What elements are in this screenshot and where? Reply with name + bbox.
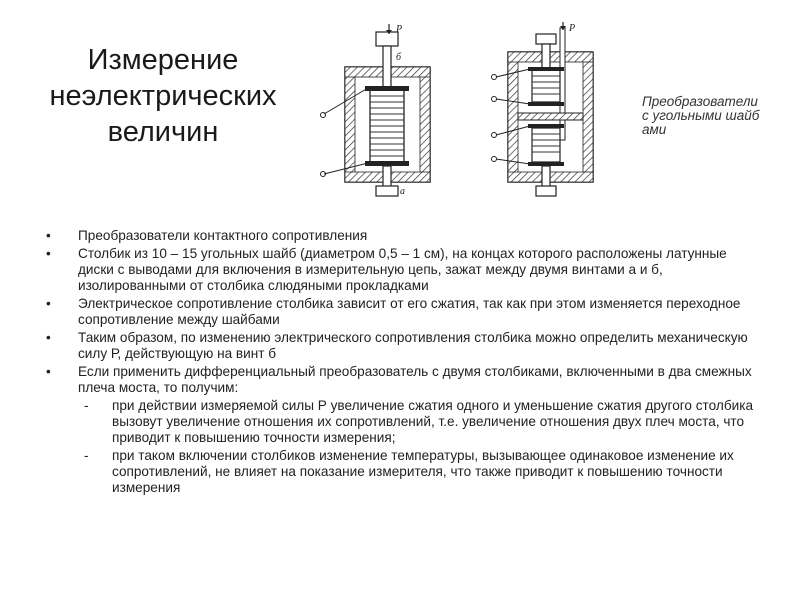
differential-transducer	[492, 22, 594, 196]
label-a-left: a	[400, 186, 405, 197]
list-item	[42, 364, 762, 396]
bullet-text: Если применить дифференциальный преобразователь с двумя столбиками, включенными в два смежных плеча моста, то получим:	[78, 364, 752, 395]
list-item	[42, 296, 762, 328]
label-p-left: P	[396, 24, 403, 35]
sub-list-item	[42, 448, 762, 496]
bullet-marker: •	[46, 246, 51, 261]
sub-bullet-text: при таком включении столбиков изменение температуры, вызывающее одинаковое изменение их сопротивлений, не влияет на показание измерителя, что также приводит к повышению точности измерения	[112, 448, 734, 495]
bullet-marker: •	[46, 296, 51, 311]
bullet-text: Электрическое сопротивление столбика зависит от его сжатия, так как при этом изменяется переходное сопротивление между шайбами	[78, 296, 741, 327]
bullet-list	[42, 228, 762, 496]
bullet-text: Таким образом, по изменению электрического сопротивления столбика можно определить механическую силу Р, действующую на винт б	[78, 330, 748, 361]
single-column-transducer	[321, 24, 431, 197]
sub-bullet-marker: -	[84, 398, 89, 413]
title-line-2: неэлектрических	[49, 80, 277, 112]
label-b-left: б	[396, 52, 402, 63]
bullet-marker: •	[46, 330, 51, 345]
bullet-text: Преобразователи контактного сопротивления	[78, 228, 368, 243]
sub-bullet-text: при действии измеряемой силы Р увеличение сжатия одного и уменьшение сжатия другого столбика вызовут увеличение отношения их сопротивлений, т.е. увеличение отношения двух плеч моста, что приводит к повышению точности измерения;	[112, 398, 754, 445]
bullet-marker: •	[46, 228, 51, 243]
slide-body	[42, 228, 762, 498]
bullet-text: Столбик из 10 – 15 угольных шайб (диаметром 0,5 – 1 см), на концах которого расположены латунные диски с выводами для включения в измерительную цепь, зажат между двумя винтами а и б, изолированными от столбика слюдяными прокладками	[78, 246, 727, 293]
title-line-1: Измерение	[87, 44, 239, 76]
slide-title	[28, 42, 298, 150]
label-p-right: P	[569, 23, 576, 34]
list-item	[42, 246, 762, 294]
figure-caption: Преобразователи с угольными шайбами	[642, 94, 760, 137]
transducer-diagram	[310, 22, 610, 207]
sub-bullet-marker: -	[84, 448, 89, 463]
title-line-3: величин	[107, 116, 219, 148]
bullet-marker: •	[46, 364, 51, 379]
list-item	[42, 330, 762, 362]
list-item	[42, 228, 762, 244]
sub-list-item	[42, 398, 762, 446]
